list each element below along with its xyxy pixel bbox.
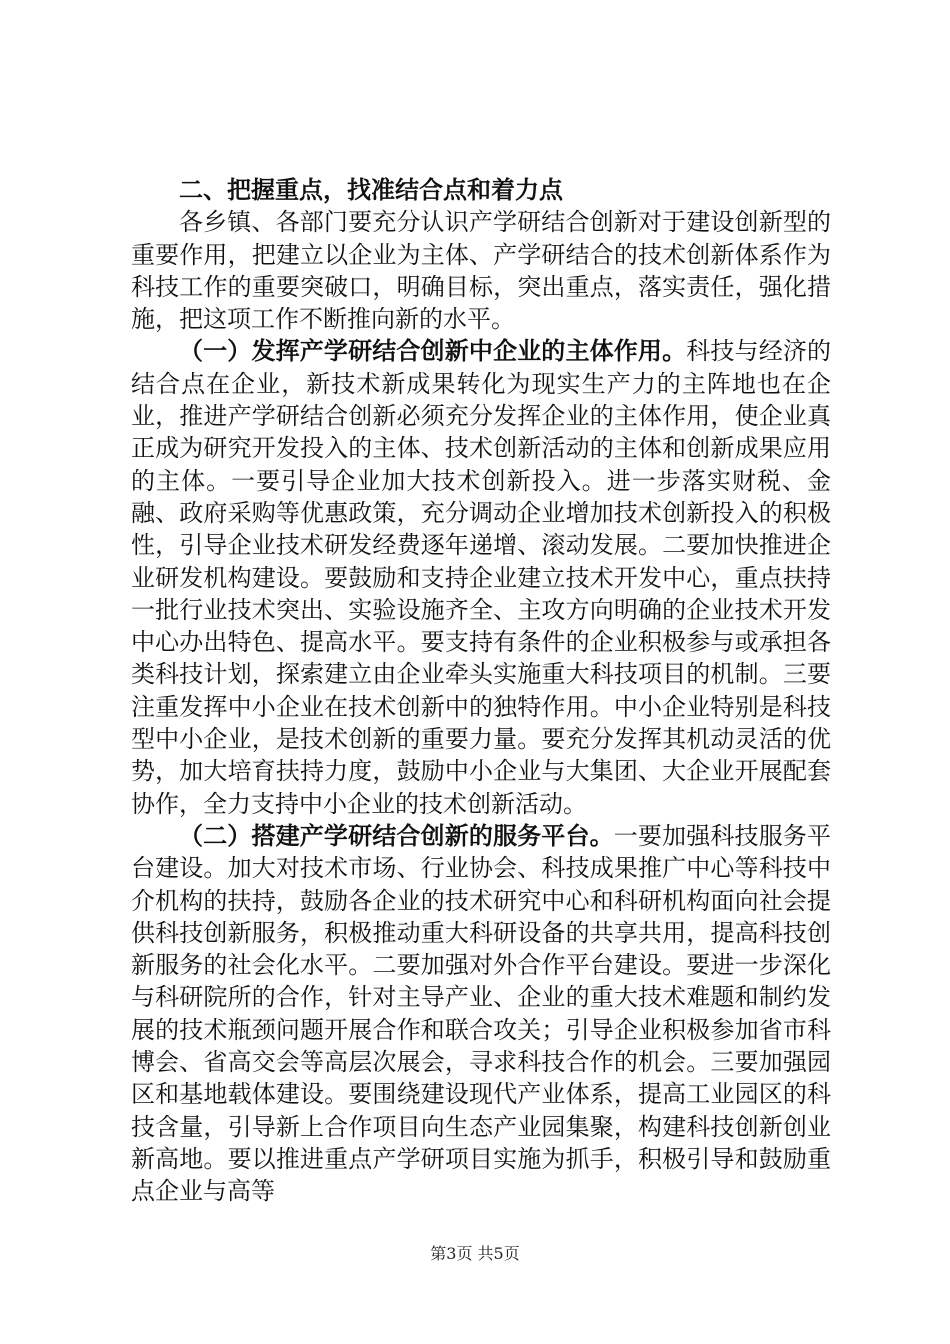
- document-body: [131, 174, 831, 1208]
- section-intro-paragraph: 各乡镇、各部门要充分认识产学研结合创新对于建设创新型的重要作用，把建立以企业为主体、产学研结合的技术创新体系作为科技工作的重要突破口，明确目标，突出重点，落实责任，强化措施，把这项工作不断推向新的水平。: [131, 208, 831, 334]
- item-1-title: （一）发挥产学研结合创新中企业的主体作用。: [179, 336, 687, 366]
- item-2-paragraph: [131, 820, 831, 1208]
- item-1-body: 科技与经济的结合点在企业，新技术新成果转化为现实生产力的主阵地也在企业，推进产学研结合创新必须充分发挥企业的主体作用，使企业真正成为研究开发投入的主体、技术创新活动的主体和创新成果应用的主体。一要引导企业加大技术创新投入。进一步落实财税、金融、政府采购等优惠政策，充分调动企业增加技术创新投入的积极性，引导企业技术研发经费逐年递增、滚动发展。二要加快推进企业研发机构建设。要鼓励和支持企业建立技术开发中心，重点扶持一批行业技术突出、实验设施齐全、主攻方向明确的企业技术开发中心办出特色、提高水平。要支持有条件的企业积极参与或承担各类科技计划，探索建立由企业牵头实施重大科技项目的机制。三要注重发挥中小企业在技术创新中的独特作用。中小企业特别是科技型中小企业，是技术创新的重要力量。要充分发挥其机动灵活的优势，加大培育扶持力度，鼓励中小企业与大集团、大企业开展配套协作，全力支持中小企业的技术创新活动。: [131, 337, 832, 818]
- page-number-footer: 第3页 共5页: [430, 1244, 520, 1263]
- item-1-paragraph: [131, 335, 831, 819]
- item-2-body: 一要加强科技服务平台建设。加大对技术市场、行业协会、科技成果推广中心等科技中介机构的扶持，鼓励各企业的技术研究中心和科研机构面向社会提供科技创新服务，积极推动重大科研设备的共享共用，提高科技创新服务的社会化水平。二要加强对外合作平台建设。要进一步深化与科研院所的合作，针对主导产业、企业的重大技术难题和制约发展的技术瓶颈问题开展合作和联合攻关；引导企业积极参加省市科博会、省高交会等高层次展会，寻求科技合作的机会。三要加强园区和基地载体建设。要围绕建设现代产业体系，提高工业园区的科技含量，引导新上合作项目向生态产业园集聚，构建科技创新创业新高地。要以推进重点产学研项目实施为抓手，积极引导和鼓励重点企业与高等: [131, 821, 832, 1206]
- item-2-title: （二）搭建产学研结合创新的服务平台。: [179, 820, 614, 850]
- section-heading: 二、把握重点，找准结合点和着力点: [179, 175, 563, 204]
